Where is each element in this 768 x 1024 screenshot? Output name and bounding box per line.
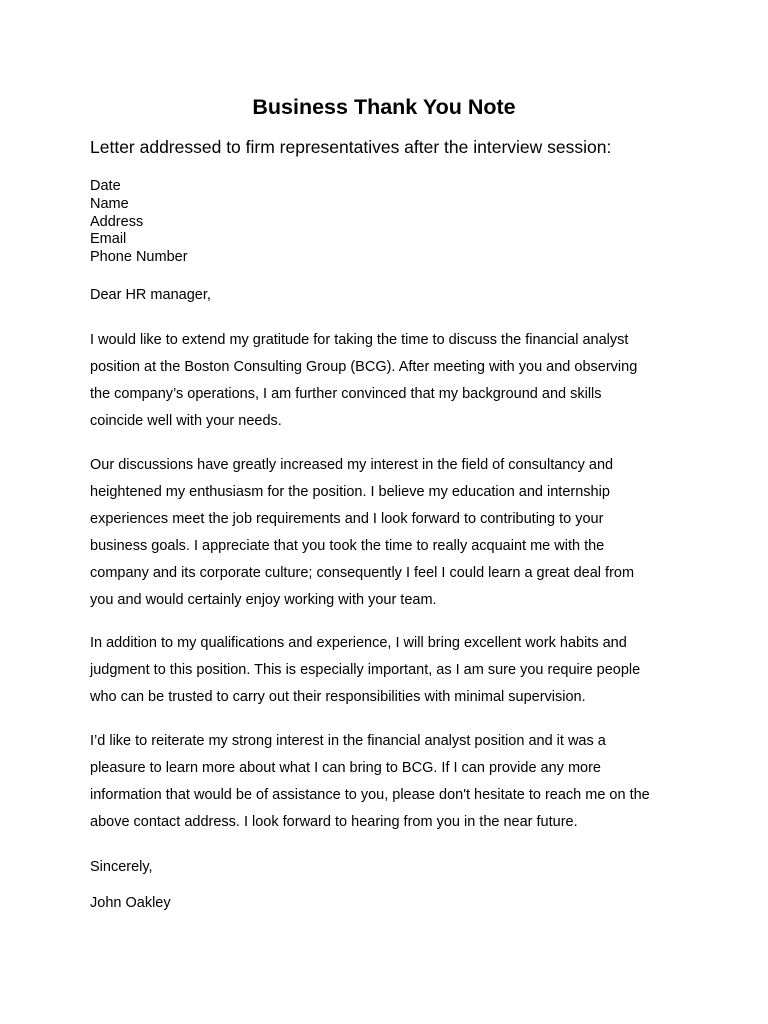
paragraph-line: you and would certainly enjoy working with your team. [90,591,437,608]
body-paragraph-3 [90,630,680,711]
contact-header-block [90,178,188,267]
paragraph-line: coincide well with your needs. [90,412,282,429]
header-field-name: Name [90,195,129,212]
paragraph-line: Our discussions have greatly increased my interest in the field of consultancy and [90,457,614,473]
paragraph-line: heightened my enthusiasm for the position. I believe my education and internship [90,483,610,500]
document-subtitle: Letter addressed to firm representatives after the interview session: [90,137,612,157]
header-field-date: Date [90,178,121,194]
paragraph-line: position at the Boston Consulting Group (BCG). After meeting with you and observing [90,358,638,375]
signature-name: John Oakley [90,895,171,911]
paragraph-line: business goals. I appreciate that you took the time to really acquaint me with the [90,537,605,554]
paragraph-line: company and its corporate culture; consequently I feel I could learn a great deal from [90,564,635,581]
header-field-phone-number: Phone Number [90,249,188,266]
document-title: Business Thank You Note [252,95,516,119]
paragraph-line: pleasure to learn more about what I can bring to BCG. If I can provide any more [90,759,601,776]
paragraph-line: I would like to extend my gratitude for taking the time to discuss the financial analyst [90,332,629,348]
paragraph-line: above contact address. I look forward to hearing from you in the near future. [90,813,578,830]
body-paragraph-4 [90,728,680,836]
body-paragraph-2 [90,452,680,613]
paragraph-line: judgment to this position. This is especially important, as I am sure you require people [90,661,641,678]
paragraph-line: In addition to my qualifications and experience, I will bring excellent work habits and [90,635,627,651]
closing: Sincerely, [90,859,153,875]
header-field-email: Email [90,231,127,248]
salutation: Dear HR manager, [90,287,211,303]
header-field-address: Address [90,213,144,230]
paragraph-line: experiences meet the job requirements and I look forward to contributing to your [90,510,604,527]
paragraph-line: who can be trusted to carry out their responsibilities with minimal supervision. [90,688,586,705]
paragraph-line: information that would be of assistance to you, please don't hesitate to reach me on the [90,786,650,803]
body-paragraph-1 [90,327,680,435]
paragraph-line: the company’s operations, I am further convinced that my background and skills [90,385,602,402]
paragraph-line: I’d like to reiterate my strong interest in the financial analyst position and it was a [90,733,606,749]
